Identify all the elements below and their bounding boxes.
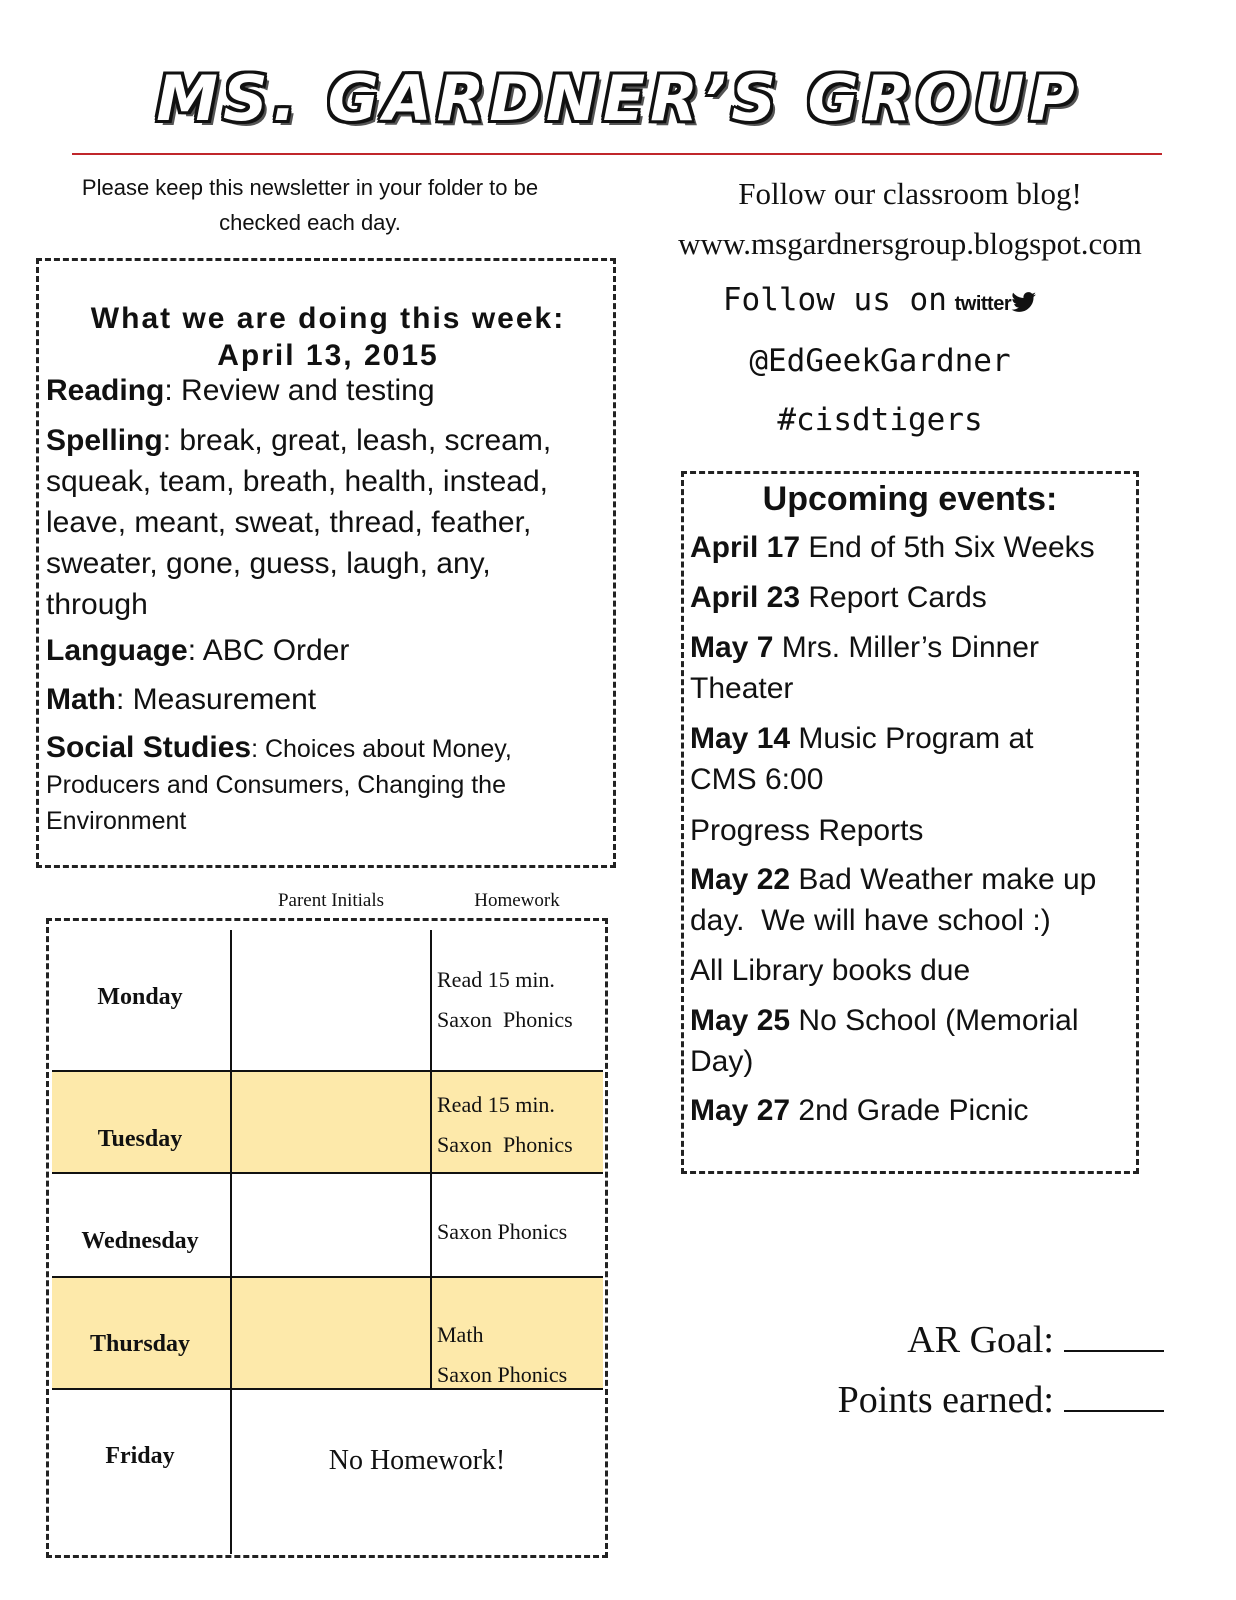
homework-line: Math xyxy=(437,1322,484,1347)
newsletter-title: MS. GARDNER’S GROUP xyxy=(156,62,1080,135)
day-wednesday: Wednesday xyxy=(81,1228,199,1254)
homework-line: Read 15 min. xyxy=(437,1092,555,1117)
event-item xyxy=(690,527,1135,568)
week-item-text: : Choices about Money, Producers and Consumers, Changing the Environment xyxy=(46,735,512,835)
week-item-social-studies xyxy=(46,730,576,839)
event-text: Progress Reports xyxy=(690,814,924,847)
row-divider xyxy=(52,1070,603,1072)
event-date: April 17 xyxy=(690,531,801,564)
column-header-homework: Homework xyxy=(474,890,560,911)
week-item-text: : ABC Order xyxy=(187,634,350,667)
event-item xyxy=(690,859,1135,941)
blog-url[interactable]: www.msgardnersgroup.blogspot.com xyxy=(678,226,1142,261)
homework-wednesday xyxy=(437,1212,567,1252)
event-text: Music Program at CMS 6:00 xyxy=(690,722,1034,796)
points-earned-blank xyxy=(1064,1380,1164,1412)
homework-monday xyxy=(437,960,573,1040)
event-item xyxy=(690,627,1090,709)
event-date: May 7 xyxy=(690,631,774,664)
homework-line: Saxon Phonics xyxy=(437,1219,568,1244)
week-item-math xyxy=(46,679,606,720)
follow-us-line xyxy=(700,282,1060,318)
event-date: May 22 xyxy=(690,863,791,896)
column-header-initials: Parent Initials xyxy=(277,890,385,911)
event-text: Report Cards xyxy=(800,581,987,614)
event-item xyxy=(690,577,1135,618)
event-text: Mrs. Miller’s Dinner Theater xyxy=(690,631,1039,705)
ar-goal-blank xyxy=(1064,1320,1164,1352)
events-title: Upcoming events: xyxy=(762,480,1058,518)
week-item-reading xyxy=(46,370,606,411)
event-text: 2nd Grade Picnic xyxy=(790,1094,1029,1127)
week-item-text: : Measurement xyxy=(116,683,317,716)
row-divider xyxy=(52,1276,603,1278)
column-divider xyxy=(430,930,432,1388)
follow-blog-text: Follow our classroom blog! xyxy=(738,176,1082,211)
twitter-bird-icon xyxy=(1011,293,1037,315)
weekly-heading-date: April 13, 2015 xyxy=(217,339,439,372)
event-item xyxy=(690,810,1135,851)
week-item-label: Math xyxy=(46,683,116,716)
event-date: May 14 xyxy=(690,722,791,755)
weekly-heading xyxy=(38,300,618,374)
ar-goal-line xyxy=(907,1318,1164,1362)
hashtag[interactable]: #cisdtigers xyxy=(777,402,983,438)
points-earned-line xyxy=(838,1378,1164,1422)
event-text: Bad Weather make up day. We will have school :) xyxy=(690,863,1105,937)
week-item-text: : Review and testing xyxy=(164,374,435,407)
twitter-logo[interactable] xyxy=(955,293,1038,315)
ar-goal-label: AR Goal: xyxy=(907,1319,1054,1361)
event-text: All Library books due xyxy=(690,954,971,987)
homework-friday: No Homework! xyxy=(328,1445,506,1476)
week-item-text: : break, great, leash, scream, squeak, team, breath, health, instead, leave, meant, sweat, thread, feather, sweater, gone, guess, laugh, any, through xyxy=(46,424,552,621)
follow-us-text: Follow us on xyxy=(722,282,947,318)
event-date: May 25 xyxy=(690,1004,791,1037)
title-divider xyxy=(72,153,1162,155)
day-friday: Friday xyxy=(105,1443,175,1469)
event-item xyxy=(690,950,1135,991)
intro-note: Please keep this newsletter in your folder to be checked each day. xyxy=(81,175,539,235)
homework-thursday xyxy=(437,1315,567,1395)
week-item-language xyxy=(46,630,606,671)
homework-line: Saxon Phonics xyxy=(437,1362,568,1387)
row-divider xyxy=(52,1172,603,1174)
week-item-spelling xyxy=(46,420,591,625)
day-monday: Monday xyxy=(97,984,183,1010)
event-text: No School (Memorial Day) xyxy=(690,1004,1079,1078)
points-earned-label: Points earned: xyxy=(837,1379,1054,1421)
day-thursday: Thursday xyxy=(89,1331,191,1357)
weekly-heading-title: What we are doing this week: xyxy=(90,302,566,335)
event-item xyxy=(690,1000,1135,1082)
week-item-label: Social Studies xyxy=(46,731,252,764)
week-item-label: Reading xyxy=(46,374,165,407)
homework-line: Saxon Phonics xyxy=(437,1132,573,1157)
event-text: End of 5th Six Weeks xyxy=(800,531,1095,564)
week-item-label: Spelling xyxy=(46,424,163,457)
event-item xyxy=(690,1090,1135,1131)
event-date: May 27 xyxy=(690,1094,791,1127)
event-date: April 23 xyxy=(690,581,801,614)
day-tuesday: Tuesday xyxy=(97,1126,183,1152)
homework-line: Saxon Phonics xyxy=(437,1007,573,1032)
week-item-label: Language xyxy=(46,634,188,667)
twitter-logo-text: twitter xyxy=(954,293,1012,315)
homework-tuesday xyxy=(437,1085,573,1165)
event-item xyxy=(690,718,1080,800)
homework-line: Read 15 min. xyxy=(437,967,555,992)
twitter-handle[interactable]: @EdGeekGardner xyxy=(749,343,1011,379)
